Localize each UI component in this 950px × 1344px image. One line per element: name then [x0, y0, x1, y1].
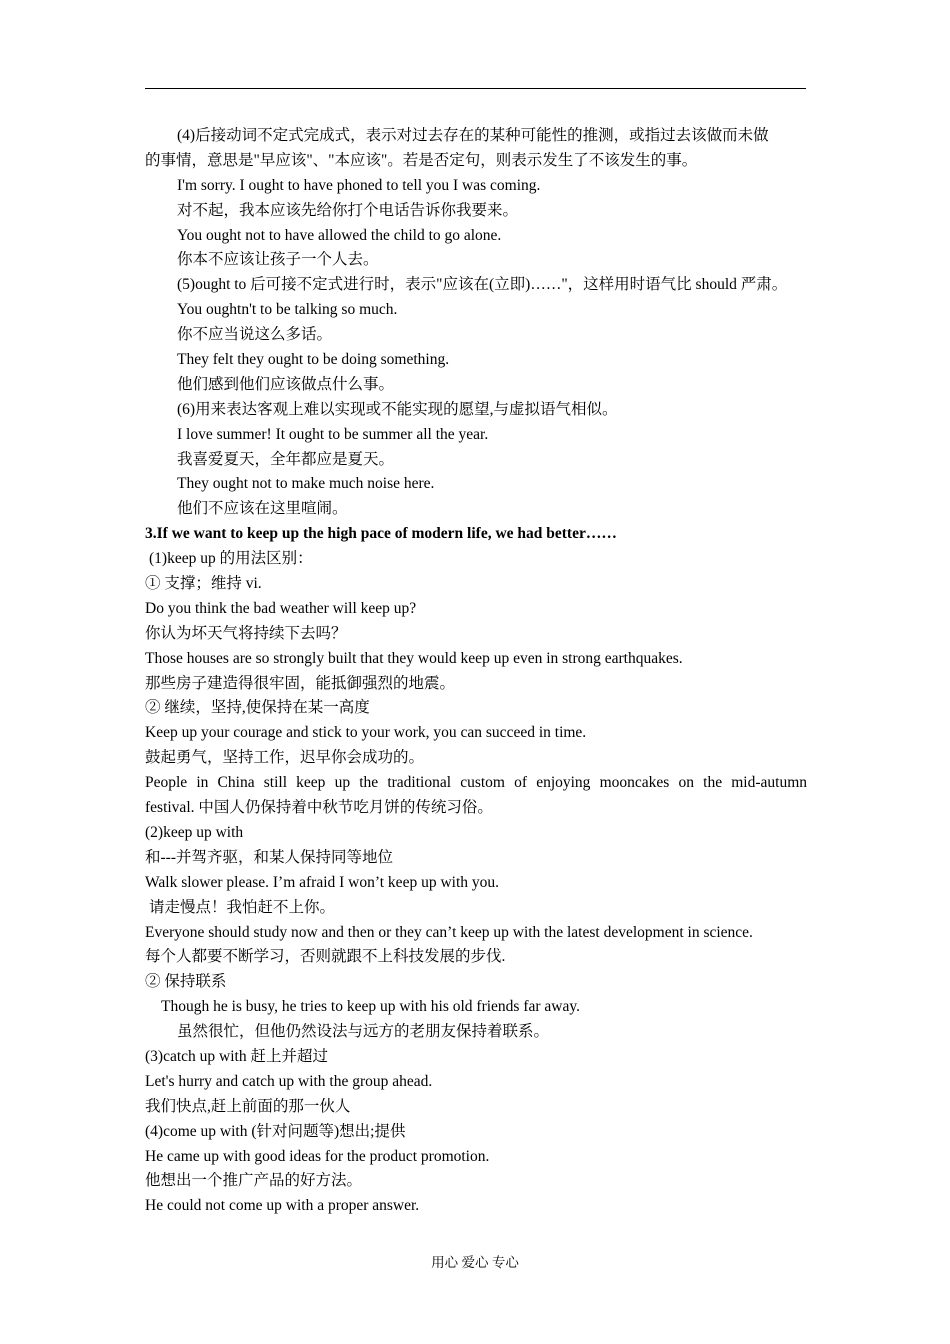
- text-line: 那些房子建造得很牢固，能抵御强烈的地震。: [145, 674, 456, 692]
- text-line: 他们感到他们应该做点什么事。: [177, 375, 395, 393]
- text-line: ② 保持联系: [145, 973, 227, 991]
- page-footer: 用心 爱心 专心: [431, 1255, 519, 1270]
- text-line: Keep up your courage and stick to your work, you can succeed in time.: [145, 724, 587, 742]
- text-line: 你不应当说这么多话。: [177, 326, 333, 344]
- text-line: festival. 中国人仍保持着中秋节吃月饼的传统习俗。: [145, 799, 493, 817]
- text-line: 请走慢点！我怕赶不上你。: [149, 898, 336, 916]
- text-line: (4)come up with (针对问题等)想出;提供: [145, 1122, 406, 1140]
- text-line: ① 支撑；维持 vi.: [145, 575, 262, 593]
- text-line: 每个人都要不断学习，否则就跟不上科技发展的步伐.: [145, 948, 506, 966]
- text-line: 你本不应该让孩子一个人去。: [177, 251, 379, 269]
- text-line: They ought not to make much noise here.: [177, 475, 435, 493]
- text-line: (2)keep up with: [145, 823, 244, 841]
- text-line: (1)keep up 的用法区别：: [149, 550, 313, 568]
- text-line: You ought not to have allowed the child to go alone.: [177, 226, 502, 244]
- text-line: He came up with good ideas for the product promotion.: [145, 1147, 490, 1165]
- text-line: Let's hurry and catch up with the group ahead.: [145, 1072, 433, 1090]
- text-line: I love summer! It ought to be summer all the year.: [177, 425, 489, 443]
- text-line: 对不起，我本应该先给你打个电话告诉你我要来。: [177, 201, 519, 219]
- text-line: Do you think the bad weather will keep up?: [145, 599, 417, 617]
- section-heading: 3.If we want to keep up the high pace of modern life, we had better……: [145, 525, 617, 543]
- text-line: I'm sorry. I ought to have phoned to tell you I was coming.: [177, 176, 541, 194]
- text-line: Those houses are so strongly built that they would keep up even in strong earthquakes.: [145, 649, 683, 667]
- text-line: Everyone should study now and then or they can’t keep up with the latest development in science.: [145, 923, 753, 941]
- text-line: People in China still keep up the traditional custom of enjoying mooncakes on the mid-autumn: [145, 774, 807, 792]
- text-line: (5)ought to 后可接不定式进行时，表示"应该在(立即)……"，这样用时语气比 should 严肃。: [177, 276, 788, 294]
- header-rule: [145, 88, 806, 89]
- text-line: 鼓起勇气，坚持工作，迟早你会成功的。: [145, 749, 425, 767]
- text-line: You oughtn't to be talking so much.: [177, 301, 398, 319]
- text-line: Though he is busy, he tries to keep up with his old friends far away.: [161, 998, 580, 1016]
- text-line: 我们快点,赶上前面的那一伙人: [145, 1097, 351, 1115]
- text-line: 和---并驾齐驱，和某人保持同等地位: [145, 848, 393, 866]
- text-line: (3)catch up with 赶上并超过: [145, 1047, 328, 1065]
- document-body: [145, 124, 807, 1219]
- text-line: 的事情，意思是"早应该"、"本应该"。若是否定句，则表示发生了不该发生的事。: [145, 151, 698, 169]
- text-line: (4)后接动词不定式完成式，表示对过去存在的某种可能性的推测，或指过去该做而未做: [177, 127, 769, 144]
- text-line: 我喜爱夏天，全年都应是夏天。: [177, 450, 395, 468]
- text-line: He could not come up with a proper answer.: [145, 1197, 420, 1215]
- text-line: (6)用来表达客观上难以实现或不能实现的愿望,与虚拟语气相似。: [177, 400, 618, 418]
- text-line: 虽然很忙，但他仍然设法与远方的老朋友保持着联系。: [177, 1023, 550, 1041]
- text-line: They felt they ought to be doing something.: [177, 351, 450, 369]
- text-line: 你认为坏天气将持续下去吗？: [145, 624, 347, 642]
- text-line: Walk slower please. I’m afraid I won’t keep up with you.: [145, 873, 500, 891]
- text-line: ② 继续，坚持,使保持在某一高度: [145, 699, 370, 717]
- text-line: 他们不应该在这里喧闹。: [177, 500, 348, 518]
- text-line: 他想出一个推广产品的好方法。: [145, 1172, 363, 1190]
